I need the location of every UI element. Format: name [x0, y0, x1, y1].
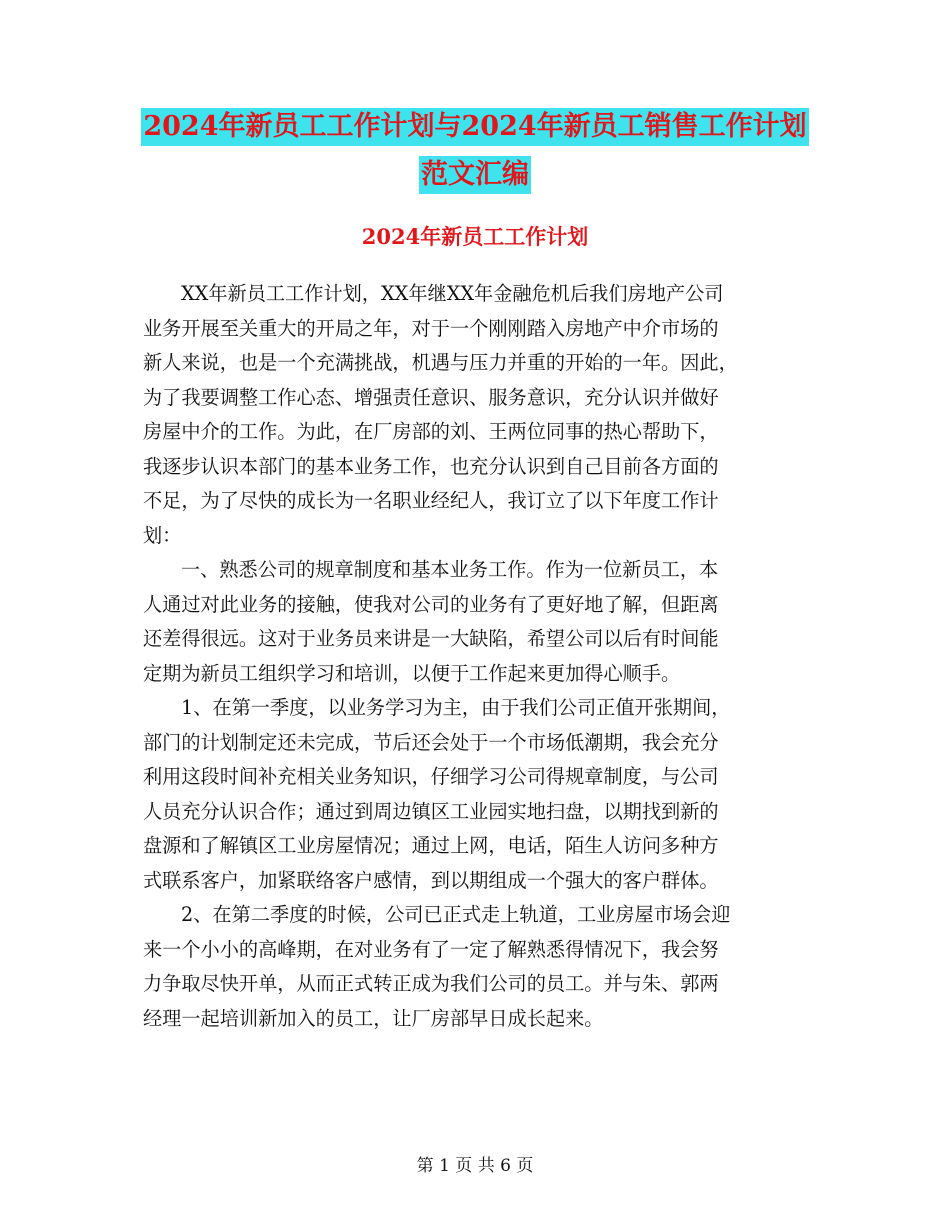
- title-line-1: 2024年新员工工作计划与2024年新员工销售工作计划: [141, 108, 808, 146]
- text-line: 盘源和了解镇区工业房屋情况；通过上网，电话，陌生人访问多种方: [143, 834, 719, 857]
- text-line: 1、在第一季度，以业务学习为主，由于我们公司正值开张期间，: [181, 696, 731, 719]
- text-line: 不足，为了尽快的成长为一名职业经纪人，我订立了以下年度工作计: [143, 489, 719, 512]
- text-line: 定期为新员工组织学习和培训，以便于工作起来更加得心顺手。: [143, 661, 681, 685]
- text-line: 我逐步认识本部门的基本业务工作，也充分认识到自己目前各方面的: [143, 454, 719, 478]
- page-footer: 第 1 页 共 6 页: [416, 1156, 534, 1176]
- text-line: 为了我要调整工作心态、增强责任意识、服务意识，充分认识并做好: [143, 385, 719, 409]
- section-title: 2024年新员工工作计划: [361, 224, 589, 249]
- paragraph: [143, 898, 811, 1036]
- text-line: 划：: [143, 523, 182, 547]
- paragraph: [143, 553, 811, 691]
- document-title: [0, 108, 950, 194]
- text-line: XX年新员工工作计划，XX年继XX年金融危机后我们房地产公司: [181, 282, 724, 305]
- paragraph: [143, 691, 811, 898]
- text-line: 部门的计划制定还未完成，节后还会处于一个市场低潮期，我会充分: [143, 730, 719, 754]
- body-text: [143, 277, 811, 1036]
- text-line: 人员充分认识合作；通过到周边镇区工业园实地扫盘，以期找到新的: [143, 799, 719, 823]
- text-line: 新人来说，也是一个充满挑战，机遇与压力并重的开始的一年。因此，: [143, 351, 738, 374]
- text-line: 2、在第二季度的时候，公司已正式走上轨道，工业房屋市场会迎: [181, 903, 731, 926]
- text-line: 利用这段时间补充相关业务知识，仔细学习公司得规章制度，与公司: [143, 765, 719, 788]
- text-line: 房屋中介的工作。为此，在厂房部的刘、王两位同事的热心帮助下，: [143, 420, 719, 443]
- text-line: 来一个小小的高峰期，在对业务有了一定了解熟悉得情况下，我会努: [143, 937, 719, 961]
- text-line: 一、熟悉公司的规章制度和基本业务工作。作为一位新员工，本: [181, 558, 719, 581]
- text-line: 式联系客户，加紧联络客户感情，到以期组成一个强大的客户群体。: [143, 868, 719, 892]
- title-line-2: 范文汇编: [419, 156, 531, 194]
- text-line: 经理一起培训新加入的员工，让厂房部早日成长起来。: [143, 1006, 604, 1030]
- text-line: 力争取尽快开单，从而正式转正成为我们公司的员工。并与朱、郭两: [143, 972, 719, 995]
- text-line: 业务开展至关重大的开局之年，对于一个刚刚踏入房地产中介市场的: [143, 316, 719, 340]
- text-line: 人通过对此业务的接触，使我对公司的业务有了更好地了解，但距离: [143, 592, 719, 616]
- text-line: 还差得很远。这对于业务员来讲是一大缺陷，希望公司以后有时间能: [143, 627, 719, 650]
- paragraph: [143, 277, 811, 553]
